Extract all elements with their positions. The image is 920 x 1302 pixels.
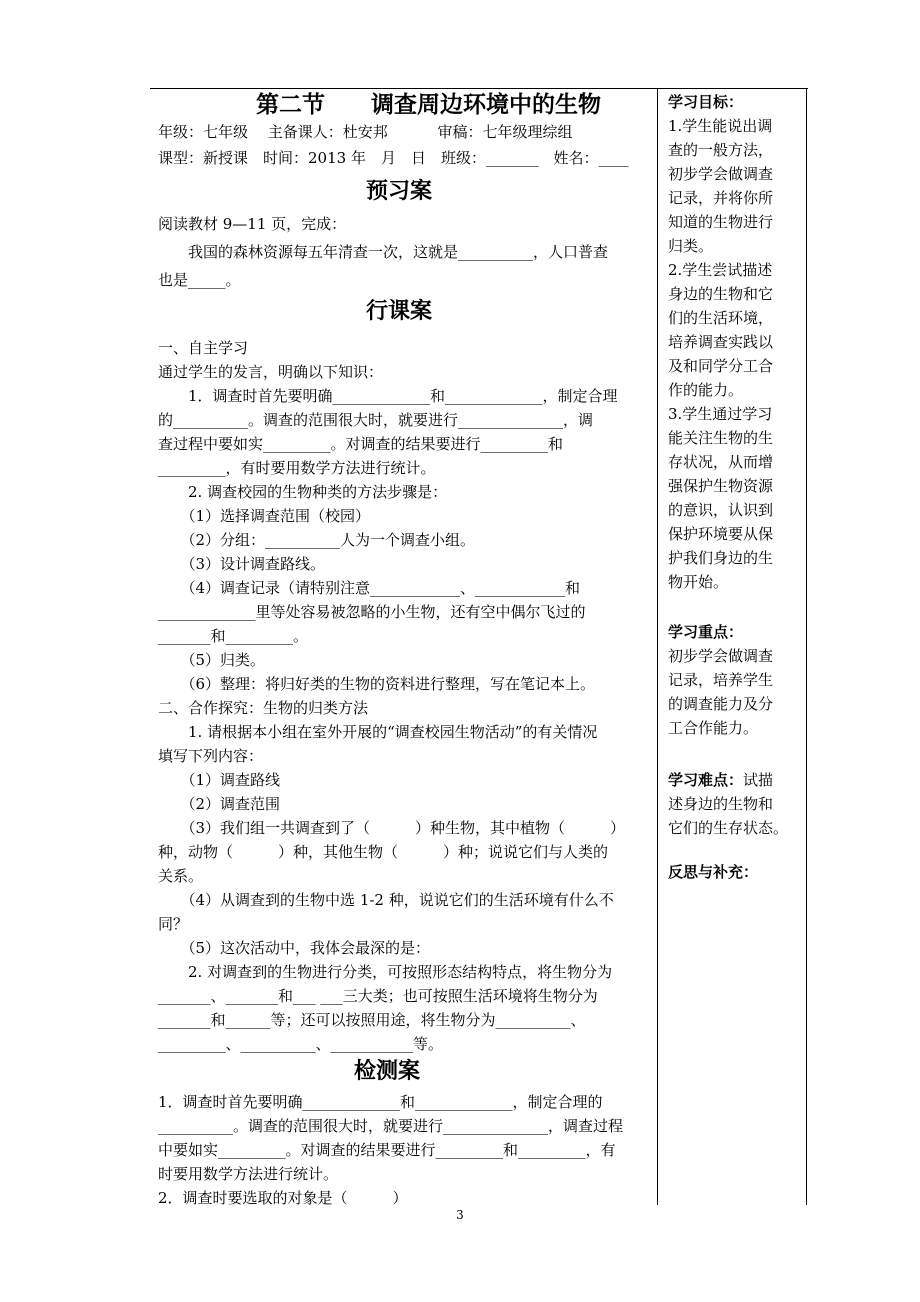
preview-line: 也是_____。: [158, 271, 241, 289]
lesson-line: （5）这次活动中，我体会最深的是：: [158, 939, 431, 957]
goals-line: 归类。: [668, 237, 714, 255]
page-title: 第二节 调查周边环境中的生物: [256, 92, 601, 118]
goals-line: 查的一般方法，: [668, 141, 774, 159]
goals-line: 1.学生能说出调: [668, 117, 773, 135]
difficulty-title: 学习难点：: [668, 771, 744, 789]
goals-line: 能关注生物的生: [668, 429, 774, 447]
lesson-heading: 行课案: [366, 299, 433, 324]
lesson-line: 种，动物（ ）种，其他生物（ ）种；说说它们与人类的: [158, 843, 609, 861]
key-line: 工合作能力。: [668, 719, 759, 737]
key-line: 的调查能力及分: [668, 695, 774, 713]
goals-line: 们的生活环境，: [668, 309, 774, 327]
goals-title: 学习目标：: [668, 93, 744, 111]
lesson-line: 一、自主学习: [158, 339, 249, 357]
goals-line: 的意识，认识到: [668, 501, 774, 519]
goals-line: 护我们身边的生: [668, 549, 774, 567]
lesson-line: 关系。: [158, 867, 204, 885]
difficulty-line: 述身边的生物和: [668, 795, 774, 813]
test-line: 2．调查时要选取的对象是（ ）: [158, 1189, 408, 1207]
goals-line: 保护环境要从保: [668, 525, 774, 543]
goals-line: 物开始。: [668, 573, 729, 591]
lesson-line: （1）选择调查范围（校园）: [158, 507, 371, 525]
test-line: 中要如实_________。对调查的结果要进行_________和_________，有: [158, 1141, 616, 1159]
difficulty-line: 它们的生存状态。: [668, 819, 789, 837]
page-number: 3: [456, 1208, 464, 1222]
difficulty-row: [668, 770, 773, 790]
preview-heading: 预习案: [366, 179, 433, 204]
lesson-line: _______和______等；还可以按照用途，将生物分为__________、: [158, 1011, 586, 1029]
lesson-line: 填写下列内容：: [158, 747, 264, 765]
test-line: 1．调查时首先要明确_____________和_____________，制定合理的: [158, 1093, 603, 1111]
lesson-line: 同？: [158, 915, 189, 933]
goals-line: 2.学生尝试描述: [668, 261, 773, 279]
lesson-line: （3）设计调查路线。: [158, 555, 326, 573]
right-border: [806, 88, 807, 1205]
lesson-line: （2）分组：__________人为一个调查小组。: [158, 531, 476, 549]
lesson-line: 2. 调查校园的生物种类的方法步骤是：: [158, 483, 448, 501]
goals-line: 及和同学分工合: [668, 357, 774, 375]
key-line: 初步学会做调查: [668, 647, 774, 665]
goals-line: 强保护生物资源: [668, 477, 774, 495]
lesson-line: （6）整理：将归好类的生物的资料进行整理，写在笔记本上。: [158, 675, 596, 693]
lesson-line: （4）调查记录（请特别注意____________、____________和: [158, 579, 581, 597]
goals-line: 初步学会做调查: [668, 165, 774, 183]
lesson-line: _________，有时要用数学方法进行统计。: [158, 459, 436, 477]
key-line: 记录，培养学生: [668, 671, 774, 689]
goals-line: 3.学生通过学习: [668, 405, 773, 423]
lesson-line: 二、合作探究：生物的归类方法: [158, 699, 369, 717]
lesson-line: 的__________。调查的范围很大时，就要进行______________，调: [158, 411, 594, 429]
lesson-line: （5）归类。: [158, 651, 266, 669]
top-rule: [150, 88, 808, 89]
difficulty-line: 试描: [743, 771, 774, 789]
test-line: __________。调查的范围很大时，就要进行______________，调查过程: [158, 1117, 624, 1135]
lesson-line: _________、__________、___________等。: [158, 1035, 444, 1053]
lesson-line: 2. 对调查到的生物进行分类，可按照形态结构特点，将生物分为: [158, 963, 613, 981]
goals-line: 存状况，从而增: [668, 453, 774, 471]
goals-line: 培养调查实践以: [668, 333, 774, 351]
lesson-line: 通过学生的发言，明确以下知识：: [158, 363, 384, 381]
meta-line-2: 课型：新授课 时间：2013 年 月 日 班级：_______ 姓名：____: [158, 149, 629, 167]
lesson-line: _______、_______和___ ___三大类；也可按照生活环境将生物分为: [158, 987, 598, 1005]
test-heading: 检测案: [354, 1059, 421, 1084]
preview-line: 阅读教材 9—11 页，完成：: [158, 215, 347, 233]
goals-line: 身边的生物和它: [668, 285, 774, 303]
goals-line: 知道的生物进行: [668, 213, 774, 231]
lesson-line: （4）从调查到的生物中选 1-2 种，说说它们的生活环境有什么不: [158, 891, 614, 909]
goals-line: 作的能力。: [668, 381, 744, 399]
preview-line: 我国的森林资源每五年清查一次，这就是__________，人口普查: [158, 243, 609, 261]
test-line: 时要用数学方法进行统计。: [158, 1165, 339, 1183]
lesson-line: 1. 请根据本小组在室外开展的“调查校园生物活动”的有关情况: [158, 723, 598, 741]
lesson-line: （2）调查范围: [158, 795, 281, 813]
lesson-line: _______和_________。: [158, 627, 309, 645]
lesson-line: 1．调查时首先要明确_____________和_____________，制定合理: [158, 387, 618, 405]
lesson-line: （3）我们组一共调查到了（ ）种生物，其中植物（ ）: [158, 819, 626, 837]
goals-line: 记录，并将你所: [668, 189, 774, 207]
lesson-line: _____________里等处容易被忽略的小生物，还有空中偶尔飞过的: [158, 603, 586, 621]
reflection-title: 反思与补充：: [668, 863, 759, 881]
key-title: 学习重点：: [668, 623, 744, 641]
lesson-line: （1）调查路线: [158, 771, 281, 789]
lesson-line: 查过程中要如实_________。对调查的结果要进行_________和: [158, 435, 564, 453]
column-divider: [657, 88, 658, 1205]
meta-line-1: 年级：七年级 主备课人：杜安邦 审稿：七年级理综组: [158, 123, 573, 141]
